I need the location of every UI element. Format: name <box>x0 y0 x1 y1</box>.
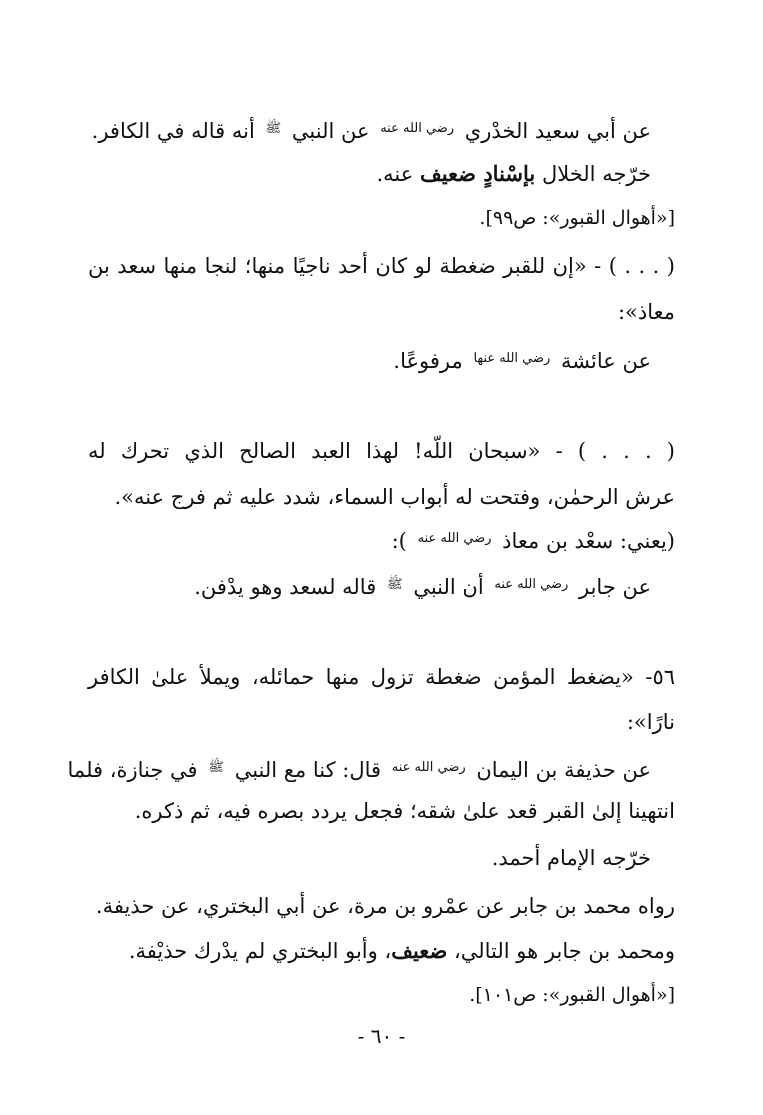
narration-line <box>88 344 651 376</box>
radiya-anhu-glyph: رضي الله عنه <box>417 531 492 546</box>
grading-line <box>88 936 675 966</box>
narration-text: مرفوعًا. <box>393 349 463 373</box>
note-text: (يعني: سعْد بن معاذ <box>502 529 675 553</box>
hadith-line: نارًا»: <box>626 710 675 734</box>
note-line <box>88 524 675 556</box>
radiya-anhu-glyph: رضي الله عنه <box>494 577 569 592</box>
radiya-anhu-glyph: رضي الله عنه <box>391 760 466 775</box>
narration-line: انتهينا إلىٰ القبر قعد علىٰ شقه؛ فجعل يردد بصره فيه، ثم ذكره. <box>134 799 675 823</box>
chain-line: رواه محمد بن جابر عن عمْرو بن مرة، عن أبي البختري، عن حذيفة. <box>95 894 675 918</box>
grading-text: ، وأبو البختري لم يدْرك حذيْفة. <box>128 939 392 963</box>
narration-text: عن النبي <box>291 119 370 143</box>
narration-text: أن النبي <box>413 575 484 599</box>
grading-text: ومحمد بن جابر هو التالي، <box>453 939 675 963</box>
narration-text: عن عائشة <box>561 349 651 373</box>
radiya-anhu-glyph: رضي الله عنه <box>380 121 455 136</box>
narration-text: أنه قاله في الكافر. <box>91 119 255 143</box>
salla-glyph: ﷺ <box>265 121 282 136</box>
narration-text: في جنازة، فلما <box>67 758 198 782</box>
grading-bold: ضعيف <box>391 938 448 963</box>
hadith-line: ( . . . ) - «إن للقبر ضغطة لو كان أحد ناجيًا منها؛ لنجا منها سعد بن <box>88 254 675 278</box>
radiya-anha-glyph: رضي الله عنها <box>473 351 551 366</box>
narration-line <box>67 753 651 785</box>
hadith-line: معاذ»: <box>617 300 675 324</box>
grading-bold: بإسْنادٍ ضعيف <box>419 161 536 186</box>
takhrij-line <box>88 159 651 189</box>
takhrij-text: عنه. <box>376 162 414 186</box>
takhrij-line: خرّجه الإمام أحمد. <box>491 846 651 870</box>
narration-line <box>88 114 651 146</box>
narration-text: عن حذيفة بن اليمان <box>476 758 651 782</box>
narration-text: عن أبي سعيد الخدْري <box>464 119 651 143</box>
note-text: ): <box>391 529 407 553</box>
takhrij-text: خرّجه الخلال <box>541 162 651 186</box>
salla-glyph: ﷺ <box>208 760 224 775</box>
reference-line: [«أهوال القبور»: ص١٠١]. <box>469 984 675 1006</box>
page-number: - ٦٠ - <box>357 1024 406 1048</box>
narration-line <box>88 570 651 602</box>
reference-line: [«أهوال القبور»: ص٩٩]. <box>479 207 675 229</box>
hadith-line: عرش الرحمٰن، وفتحت له أبواب السماء، شدد عليه ثم فرج عنه». <box>114 485 675 509</box>
salla-glyph: ﷺ <box>386 577 403 592</box>
hadith-line: ( . . . ) - «سبحان اللّه! لهذا العبد الصالح الذي تحرك له <box>88 439 675 463</box>
hadith-line: ٥٦- «يضغط المؤمن ضغطة تزول منها حمائله، ويملأ علىٰ الكافر <box>88 665 675 689</box>
narration-text: قاله لسعد وهو يدْفن. <box>194 575 377 599</box>
narration-text: قال: كنا مع النبي <box>234 758 382 782</box>
narration-text: عن جابر <box>578 575 651 599</box>
